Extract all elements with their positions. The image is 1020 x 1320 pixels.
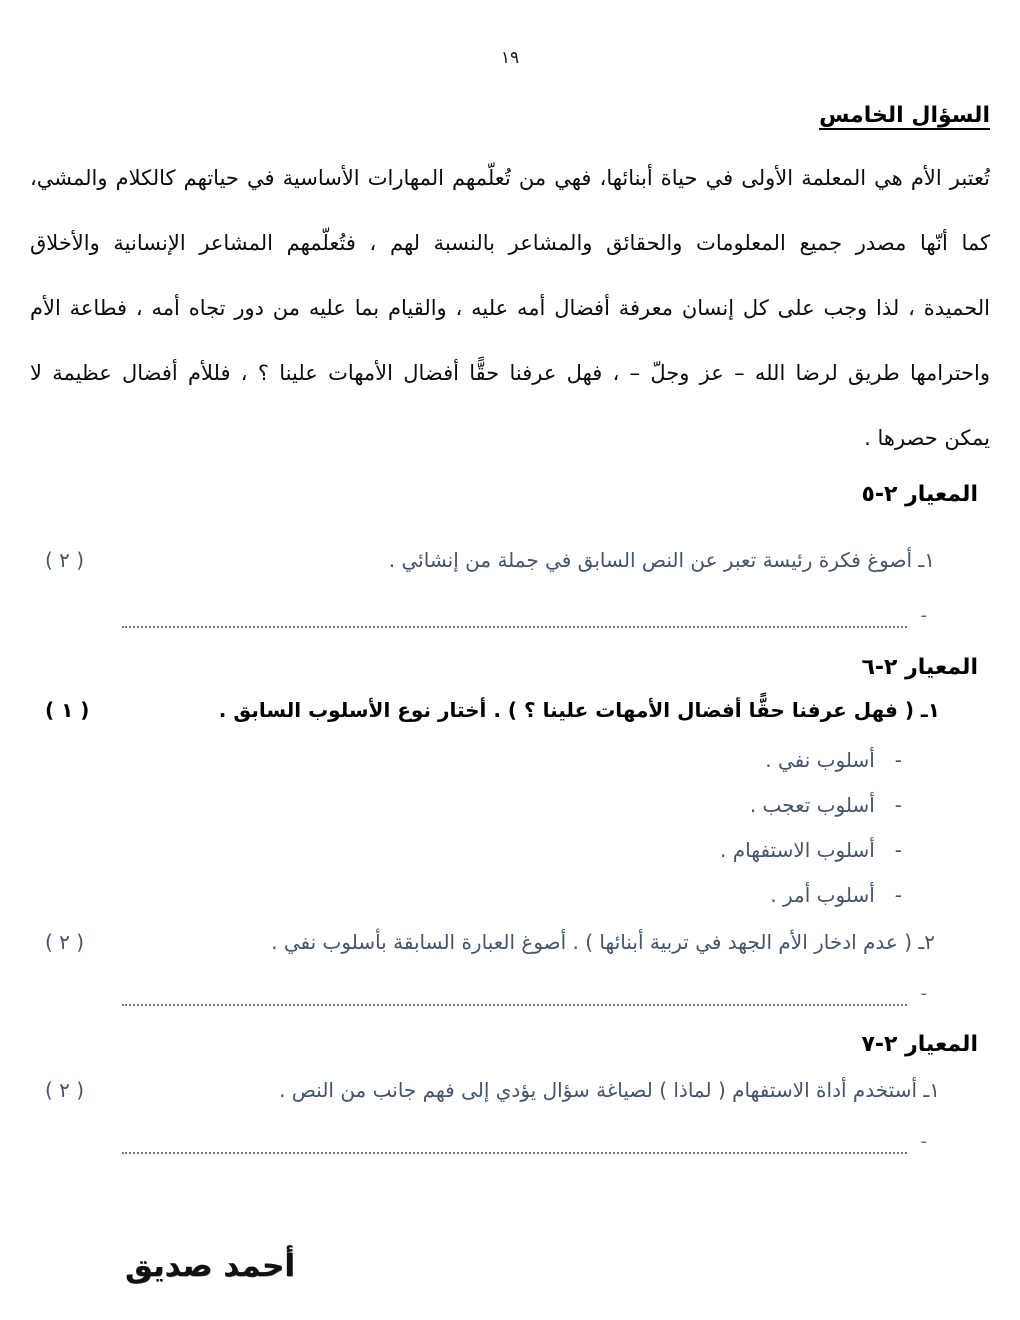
question-header: السؤال الخامس — [819, 103, 990, 128]
question-item — [45, 548, 935, 572]
choice-option — [765, 748, 902, 772]
question-item — [45, 698, 940, 722]
question-item-text: ١ـ ( فهل عرفنا حقًّا أفضال الأمهات علينا ؟ ) . أختار نوع الأسلوب السابق . — [218, 698, 940, 722]
question-item-mark: ( ٢ ) — [45, 548, 85, 572]
answer-line — [122, 604, 927, 628]
standard-title-2-6: المعيار ٢-٦ — [861, 655, 978, 680]
page-number: ١٩ — [500, 48, 520, 68]
intro-line: يمكن حصرها . — [864, 426, 990, 450]
dash-bullet: - — [894, 883, 902, 907]
question-item-mark: ( ٢ ) — [45, 1078, 85, 1102]
author-signature: أحمد صديق — [125, 1248, 295, 1284]
answer-dash: - — [920, 983, 927, 1004]
dotted-rule — [122, 1130, 907, 1154]
dash-bullet: - — [894, 748, 902, 772]
choice-label: أسلوب تعجب . — [749, 793, 875, 817]
question-item-text: ١ـ أستخدم أداة الاستفهام ( لماذا ) لصياغة سؤال يؤدي إلى فهم جانب من النص . — [279, 1078, 940, 1102]
dotted-rule — [122, 982, 907, 1006]
standard-title-2-5: المعيار ٢-٥ — [861, 482, 978, 507]
question-item — [45, 930, 935, 954]
answer-line — [122, 982, 927, 1006]
question-item-text: ٢ـ ( عدم ادخار الأم الجهد في تربية أبنائها ) . أصوغ العبارة السابقة بأسلوب نفي . — [271, 930, 935, 954]
choice-option — [750, 793, 902, 817]
choice-label: أسلوب نفي . — [765, 748, 875, 772]
choice-option — [770, 883, 902, 907]
answer-dash: - — [920, 605, 927, 626]
intro-line: كما أنّها مصدر جميع المعلومات والحقائق والمشاعر بالنسبة لهم ، فتُعلّمهم المشاعر الإنسانية والأخلاق — [30, 231, 990, 255]
intro-line: الحميدة ، لذا وجب على كل إنسان معرفة أفضال أمه عليه ، والقيام بما عليه من دور تجاه أمه ، فطاعة الأم — [30, 296, 990, 320]
choice-label: أسلوب أمر . — [770, 883, 875, 907]
intro-paragraph — [30, 148, 990, 473]
question-item-mark: ( ٢ ) — [45, 930, 85, 954]
question-item-text: ١ـ أصوغ فكرة رئيسة تعبر عن النص السابق في جملة من إنشائي . — [388, 548, 935, 572]
standard-title-2-7: المعيار ٢-٧ — [861, 1032, 978, 1057]
dash-bullet: - — [894, 838, 902, 862]
choice-label: أسلوب الاستفهام . — [720, 838, 875, 862]
dotted-rule — [122, 604, 907, 628]
choice-option — [720, 838, 902, 862]
intro-line: تُعتبر الأم هي المعلمة الأولى في حياة أبنائها، فهي من تُعلّمهم المهارات الأساسية في حياتهم كالكلام والمشي، — [30, 166, 990, 190]
question-item-mark: ( ١ ) — [45, 698, 90, 722]
answer-line — [122, 1130, 927, 1154]
dash-bullet: - — [894, 793, 902, 817]
intro-line: واحترامها طريق لرضا الله – عز وجلّ – ، فهل عرفنا حقًّا أفضال الأمهات علينا ؟ ، فللأم أفضال عظيمة لا — [30, 361, 990, 385]
answer-dash: - — [920, 1131, 927, 1152]
question-item — [45, 1078, 940, 1102]
